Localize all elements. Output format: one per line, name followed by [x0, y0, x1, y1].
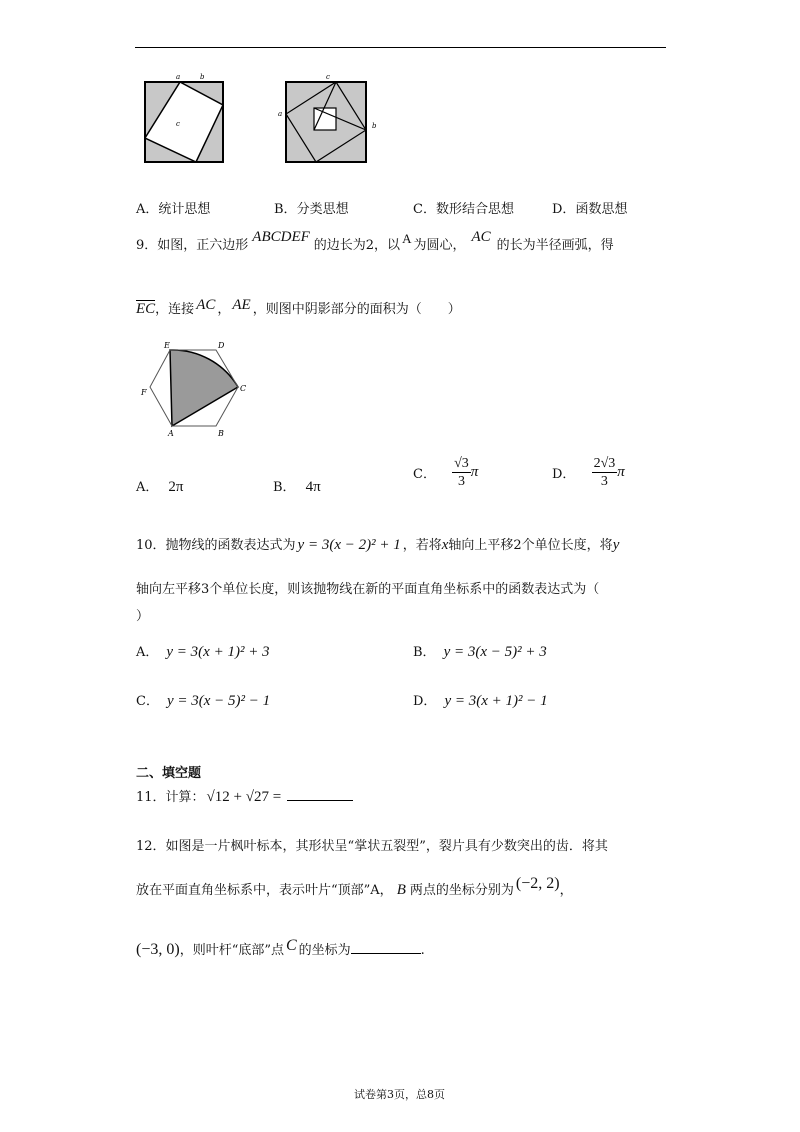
label-b: b	[372, 122, 377, 130]
q8-option-c[interactable]: C．数形结合思想	[413, 202, 514, 217]
label-c: c	[176, 120, 180, 128]
label-b: b	[200, 73, 205, 81]
q12-line-3: (−3, 0)，则叶杆“底部”点 C 的坐标为 .	[136, 937, 425, 958]
q12-line-1: 12．如图是一片枫叶标本，其形状呈“掌状五裂型”，裂片具有少数突出的齿．将其	[136, 839, 608, 854]
label-F: F	[141, 388, 147, 397]
q10-line-1: 10．抛物线的函数表达式为 y = 3(x − 2)² + 1 ，若将x轴向上平移2个单位长度，将y	[136, 537, 620, 553]
q10-line-3: ）	[136, 609, 150, 624]
hexagon-figure	[140, 338, 245, 438]
q12-answer-blank[interactable]	[351, 953, 421, 954]
pythagoras-square-figure-2	[276, 68, 386, 178]
label-B: B	[218, 429, 224, 438]
q12-line-2: 放在平面直角坐标系中，表示叶片“顶部”A， B 两点的坐标分别为 (−2, 2)，	[136, 875, 573, 898]
q10-option-b[interactable]: B． y = 3(x − 5)² + 3	[413, 644, 547, 660]
q10-option-d[interactable]: D． y = 3(x + 1)² − 1	[413, 693, 548, 709]
q10-option-a[interactable]: A． y = 3(x + 1)² + 3	[136, 644, 270, 660]
q8-option-d[interactable]: D．函数思想	[552, 202, 628, 217]
q9-option-c[interactable]: C． $\frac{√3}{3}$ π	[413, 456, 479, 489]
label-c: c	[326, 73, 330, 81]
q9-option-b[interactable]: B． 4π	[273, 479, 321, 495]
header-rule	[135, 47, 666, 48]
q11: 11．计算： √12 + √27 =	[136, 785, 353, 810]
label-C: C	[240, 384, 247, 393]
q10-option-c[interactable]: C． y = 3(x − 5)² − 1	[136, 693, 271, 709]
page-footer: 试卷第3页，总8页	[354, 1088, 445, 1101]
q8-option-a[interactable]: A．统计思想	[136, 202, 211, 217]
label-D: D	[218, 341, 225, 350]
pythagoras-square-figure-1	[136, 68, 236, 178]
label-a: a	[278, 110, 283, 118]
q9-line-1: 9．如图，正六边形ABCDEF的边长为2，以 A 为圆心，AC的长为半径画弧，得	[136, 229, 614, 253]
label-E: E	[164, 341, 170, 350]
q11-answer-blank[interactable]	[287, 800, 353, 801]
q9-line-2: EC，连接 AC ， AE ，则图中阴影部分的面积为（ ）	[136, 297, 461, 317]
label-a: a	[176, 73, 181, 81]
q9-option-a[interactable]: A． 2π	[136, 479, 184, 495]
label-A: A	[168, 429, 174, 438]
q8-option-b[interactable]: B．分类思想	[274, 202, 349, 217]
section-title: 二、填空题	[136, 766, 202, 781]
q10-line-2: 轴向左平移3个单位长度，则该抛物线在新的平面直角坐标系中的函数表达式为（	[136, 582, 600, 597]
q9-option-d[interactable]: D． $\frac{2√3}{3}$ π	[552, 456, 625, 489]
